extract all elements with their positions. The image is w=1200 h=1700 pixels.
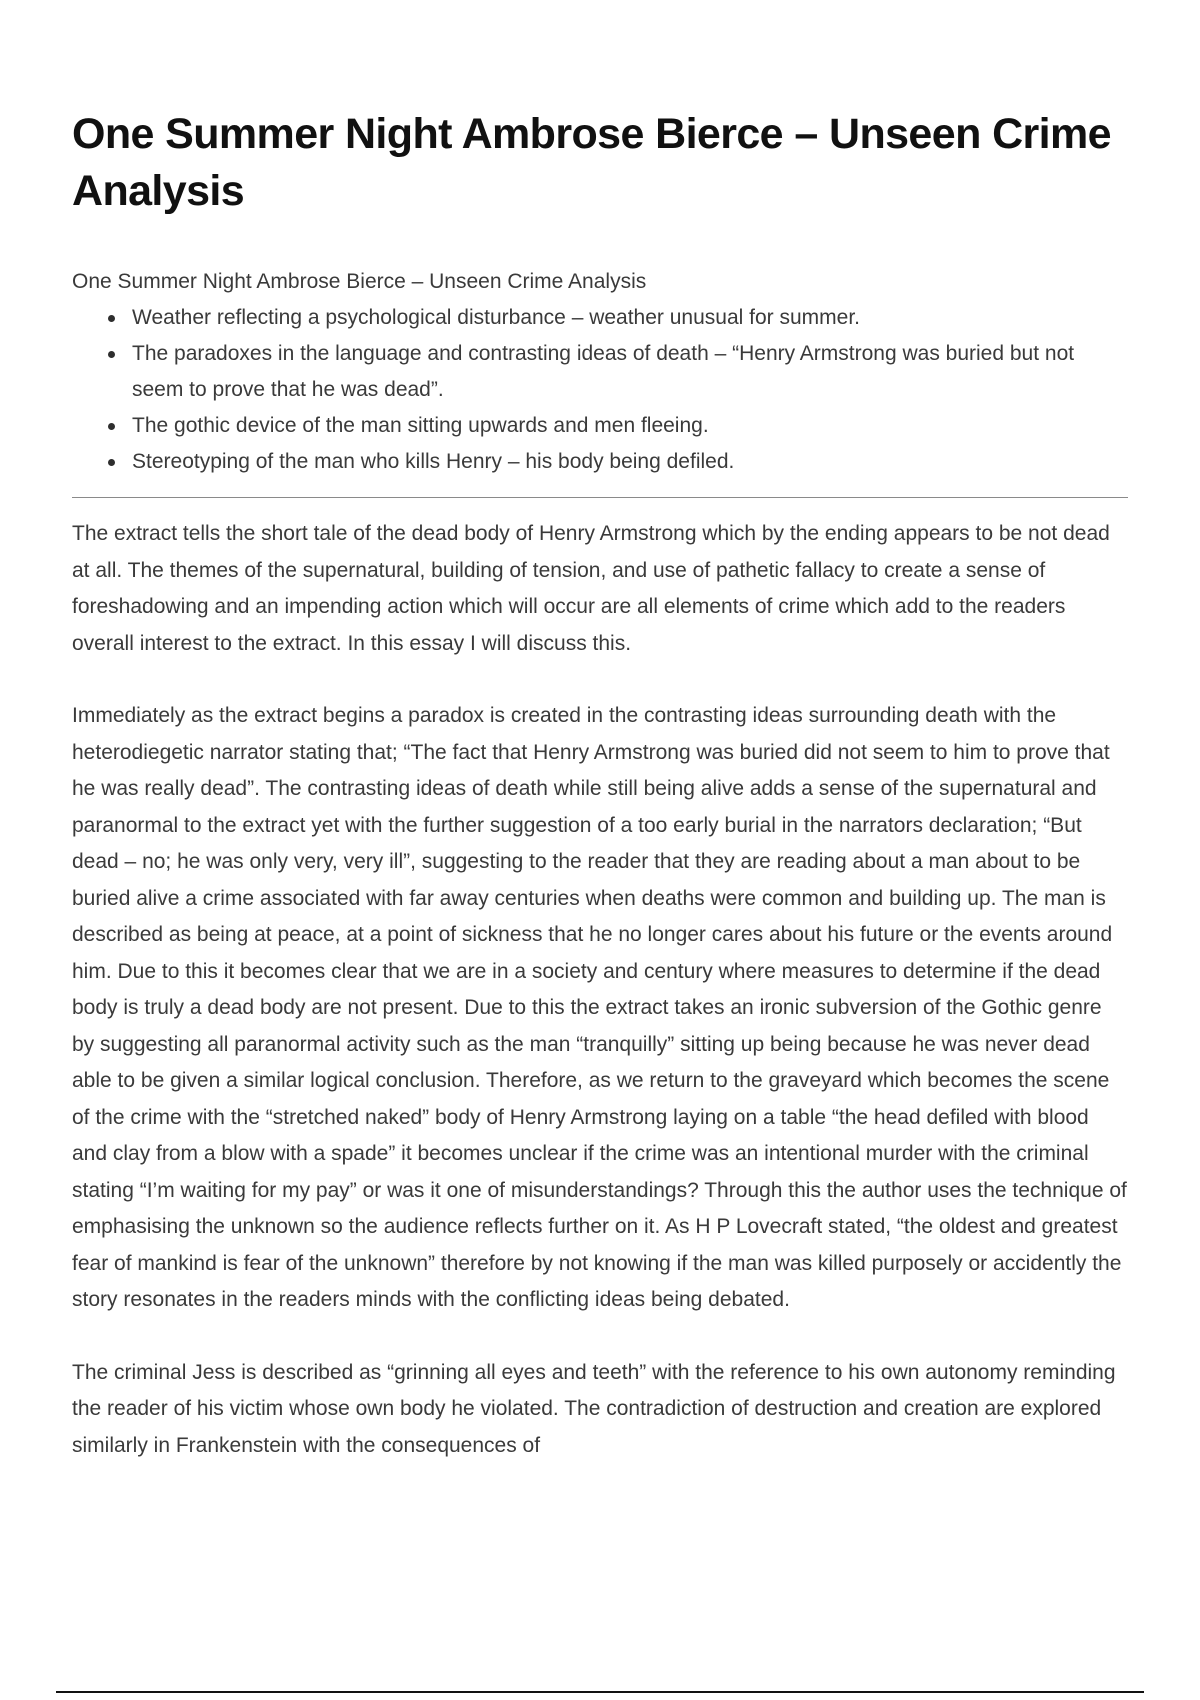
body-paragraph-intro: The extract tells the short tale of the dead body of Henry Armstrong which by the ending appears to be not dead at all. The themes of the supernatural, building of tension, and use of pathetic fallacy to create a sense of foreshadowing and an impending action which will occur are all elements of crime which add to the readers overall interest to the extract. In this essay I will discuss this. <box>72 522 1110 655</box>
body-paragraph-criminal: The criminal Jess is described as “grinning all eyes and teeth” with the reference to his own autonomy reminding the reader of his victim whose own body he violated. The contradiction of destruction and creation are explored similarly in Frankenstein with the consequences of <box>72 1360 1116 1457</box>
summary-heading: One Summer Night Ambrose Bierce – Unseen Crime Analysis <box>72 270 647 293</box>
summary-bullet: The gothic device of the man sitting upwards and men fleeing. <box>132 408 1128 444</box>
page-title: One Summer Night Ambrose Bierce – Unseen Crime Analysis <box>72 110 1111 215</box>
summary-bullet: Weather reflecting a psychological disturbance – weather unusual for summer. <box>132 300 1128 336</box>
summary-bullet: The paradoxes in the language and contrasting ideas of death – “Henry Armstrong was buried but not seem to prove that he was dead”. <box>132 336 1128 408</box>
summary-bullet: Stereotyping of the man who kills Henry – his body being defiled. <box>132 444 1128 480</box>
summary-bullet-list <box>72 300 1128 480</box>
footer-rule <box>56 1691 1144 1693</box>
body-paragraph-analysis: Immediately as the extract begins a paradox is created in the contrasting ideas surrounding death with the heterodiegetic narrator stating that; “The fact that Henry Armstrong was buried did not seem to him to prove that he was really dead”. The contrasting ideas of death while still being alive adds a sense of the supernatural and paranormal to the extract yet with the further suggestion of a too early burial in the narrators declaration; “But dead – no; he was only very, very ill”, suggesting to the reader that they are reading about a man about to be buried alive a crime associated with far away centuries when deaths were common and building up. The man is described as being at peace, at a point of sickness that he no longer cares about his future or the events around him. Due to this it becomes clear that we are in a society and century where measures to determine if the dead body is truly a dead body are not present. Due to this the extract takes an ironic subversion of the Gothic genre by suggesting all paranormal activity such as the man “tranquilly” sitting up being because he was never dead able to be given a similar logical conclusion. Therefore, as we return to the graveyard which becomes the scene of the crime with the “stretched naked” body of Henry Armstrong laying on a table “the head defiled with blood and clay from a blow with a spade” it becomes unclear if the crime was an intentional murder with the criminal stating “I’m waiting for my pay” or was it one of misunderstandings? Through this the author uses the technique of emphasising the unknown so the audience reflects further on it. As H P Lovecraft stated, “the oldest and greatest fear of mankind is fear of the unknown” therefore by not knowing if the man was killed purposely or accidently the story resonates in the readers minds with the conflicting ideas being debated. <box>72 704 1127 1311</box>
section-divider <box>72 497 1128 498</box>
document-page <box>72 106 1128 1464</box>
